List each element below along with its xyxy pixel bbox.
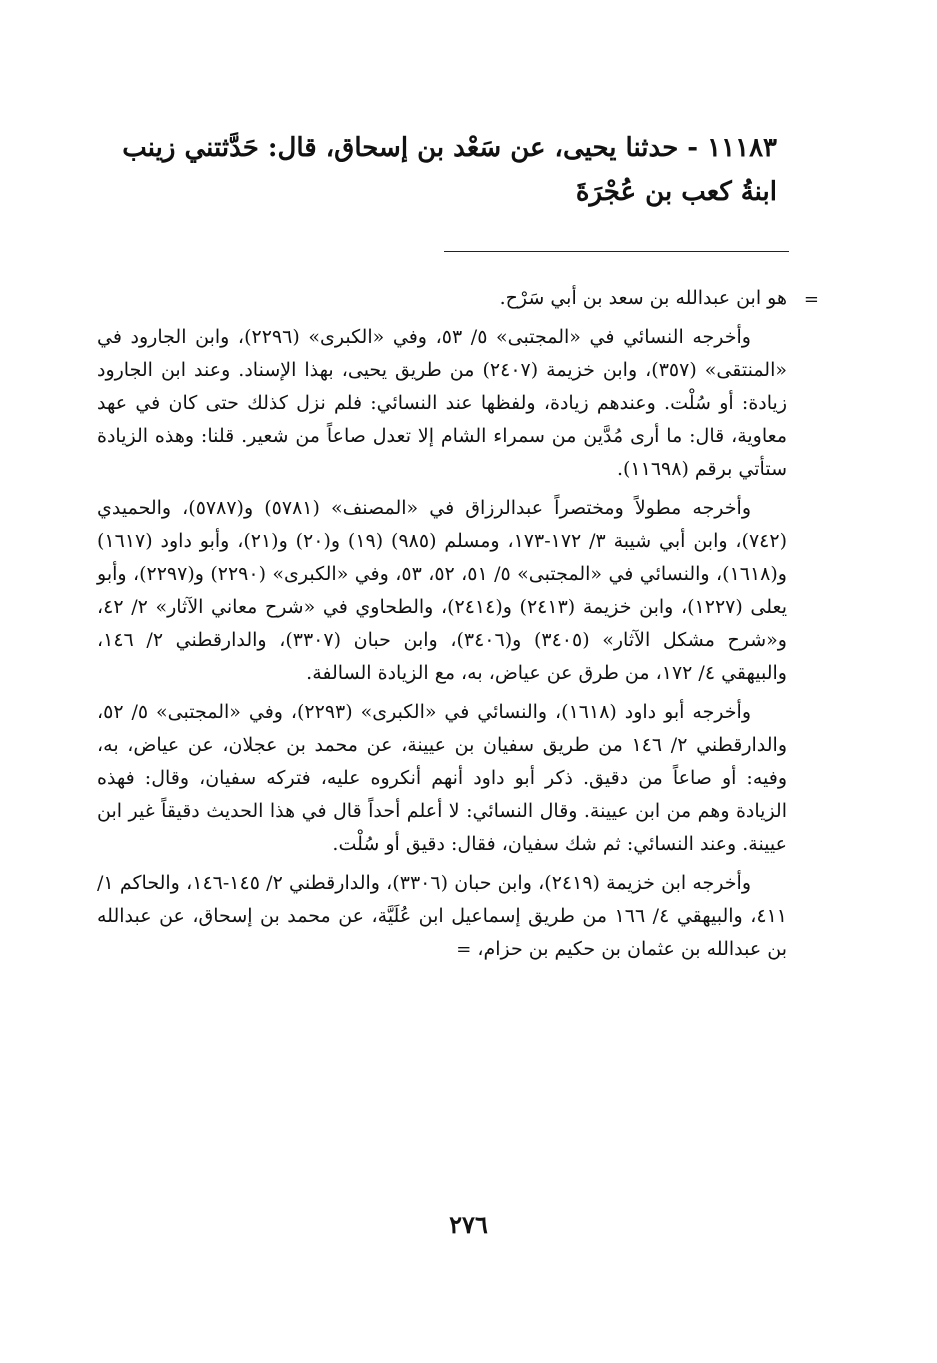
footnote-paragraph: وأخرجه النسائي في «المجتبى» ٥/ ٥٣، وفي «الكبرى» (٢٢٩٦)، وابن الجارود في «المنتقى» (٣٥٧)، وابن خزيمة (٢٤٠٧) من طريق يحيى، بهذا الإسناد. وعند ابن الجارود زيادة: أو سُلْت. وعندهم زيادة، ولفظها عند النسائي: فلم نزل كذلك حتى كان في عهد معاوية، قال: ما أرى مُدَّين من سمراء الشام إلا تعدل صاعاً من شعير. قلنا: وهذه الزيادة ستأتي برقم (١١٦٩٨). [97, 326, 787, 480]
hadith-line-1: - حدثنا يحيى، عن سَعْد بن إسحاق، قال: حَدَّثتني زينب [122, 133, 699, 163]
hadith-text [97, 126, 777, 214]
footnote-divider [444, 251, 789, 252]
footnote-paragraph-last [97, 867, 787, 966]
footnotes [97, 282, 787, 972]
footnote-paragraph: وأخرجه أبو داود (١٦١٨)، والنسائي في «الكبرى» (٢٢٩٣)، وفي «المجتبى» ٥/ ٥٢، والدارقطني ٢/ ١٤٦ من طريق سفيان بن عيينة، عن محمد بن عجلان، عن عياض، به، وفيه: أو صاعاً من دقيق. ذكر أبو داود أنهم أنكروه عليه، فتركه سفيان، وقال: فهذه الزيادة وهم من ابن عيينة. وقال النسائي: لا أعلم أحداً قال في هذا الحديث دقيقاً غير ابن عيينة. وعند النسائي: ثم شك سفيان، فقال: دقيق أو سُلْت. [97, 701, 787, 855]
page-number: ٢٧٦ [449, 1210, 488, 1239]
hadith-number: ١١١٨٣ [707, 133, 777, 163]
footnote-continuation-mark: = [803, 289, 819, 310]
footnote-paragraph-text: وأخرجه ابن خزيمة (٢٤١٩)، وابن حبان (٣٣٠٦)، والدارقطني ٢/ ١٤٥-١٤٦، والحاكم ١/ ٤١١، والبيهقي ٤/ ١٦٦ من طريق إسماعيل ابن عُلَيَّة، عن محمد بن إسحاق، عن عبدالله بن عبدالله بن عثمان بن حكيم بن حزام، [97, 872, 787, 960]
footnote-paragraph: هو ابن عبدالله بن سعد بن أبي سَرْح. [499, 287, 787, 309]
hadith-line-2: ابنةُ كعب بن عُجْرَةَ [575, 177, 777, 207]
footnote-paragraph: وأخرجه مطولاً ومختصراً عبدالرزاق في «المصنف» (٥٧٨١) و(٥٧٨٧)، والحميدي (٧٤٢)، وابن أبي شيبة ٣/ ١٧٢-١٧٣، ومسلم (٩٨٥) (١٩) و(٢٠) و(٢١)، وأبو داود (١٦١٧) و(١٦١٨)، والنسائي في «المجتبى» ٥/ ٥١، ٥٢، ٥٣، وفي «الكبرى» (٢٢٩٠) و(٢٢٩٧)، وأبو يعلى (١٢٢٧)، وابن خزيمة (٢٤١٣) و(٢٤١٤)، والطحاوي في «شرح معاني الآثار» ٢/ ٤٢، و«شرح مشكل الآثار» (٣٤٠٥) و(٣٤٠٦)، وابن حبان (٣٣٠٧)، والدارقطني ٢/ ١٤٦، والبيهقي ٤/ ١٧٢، من طرق عن عياض، به، مع الزيادة السالفة. [97, 497, 787, 684]
footnote-end-mark: = [456, 939, 472, 960]
